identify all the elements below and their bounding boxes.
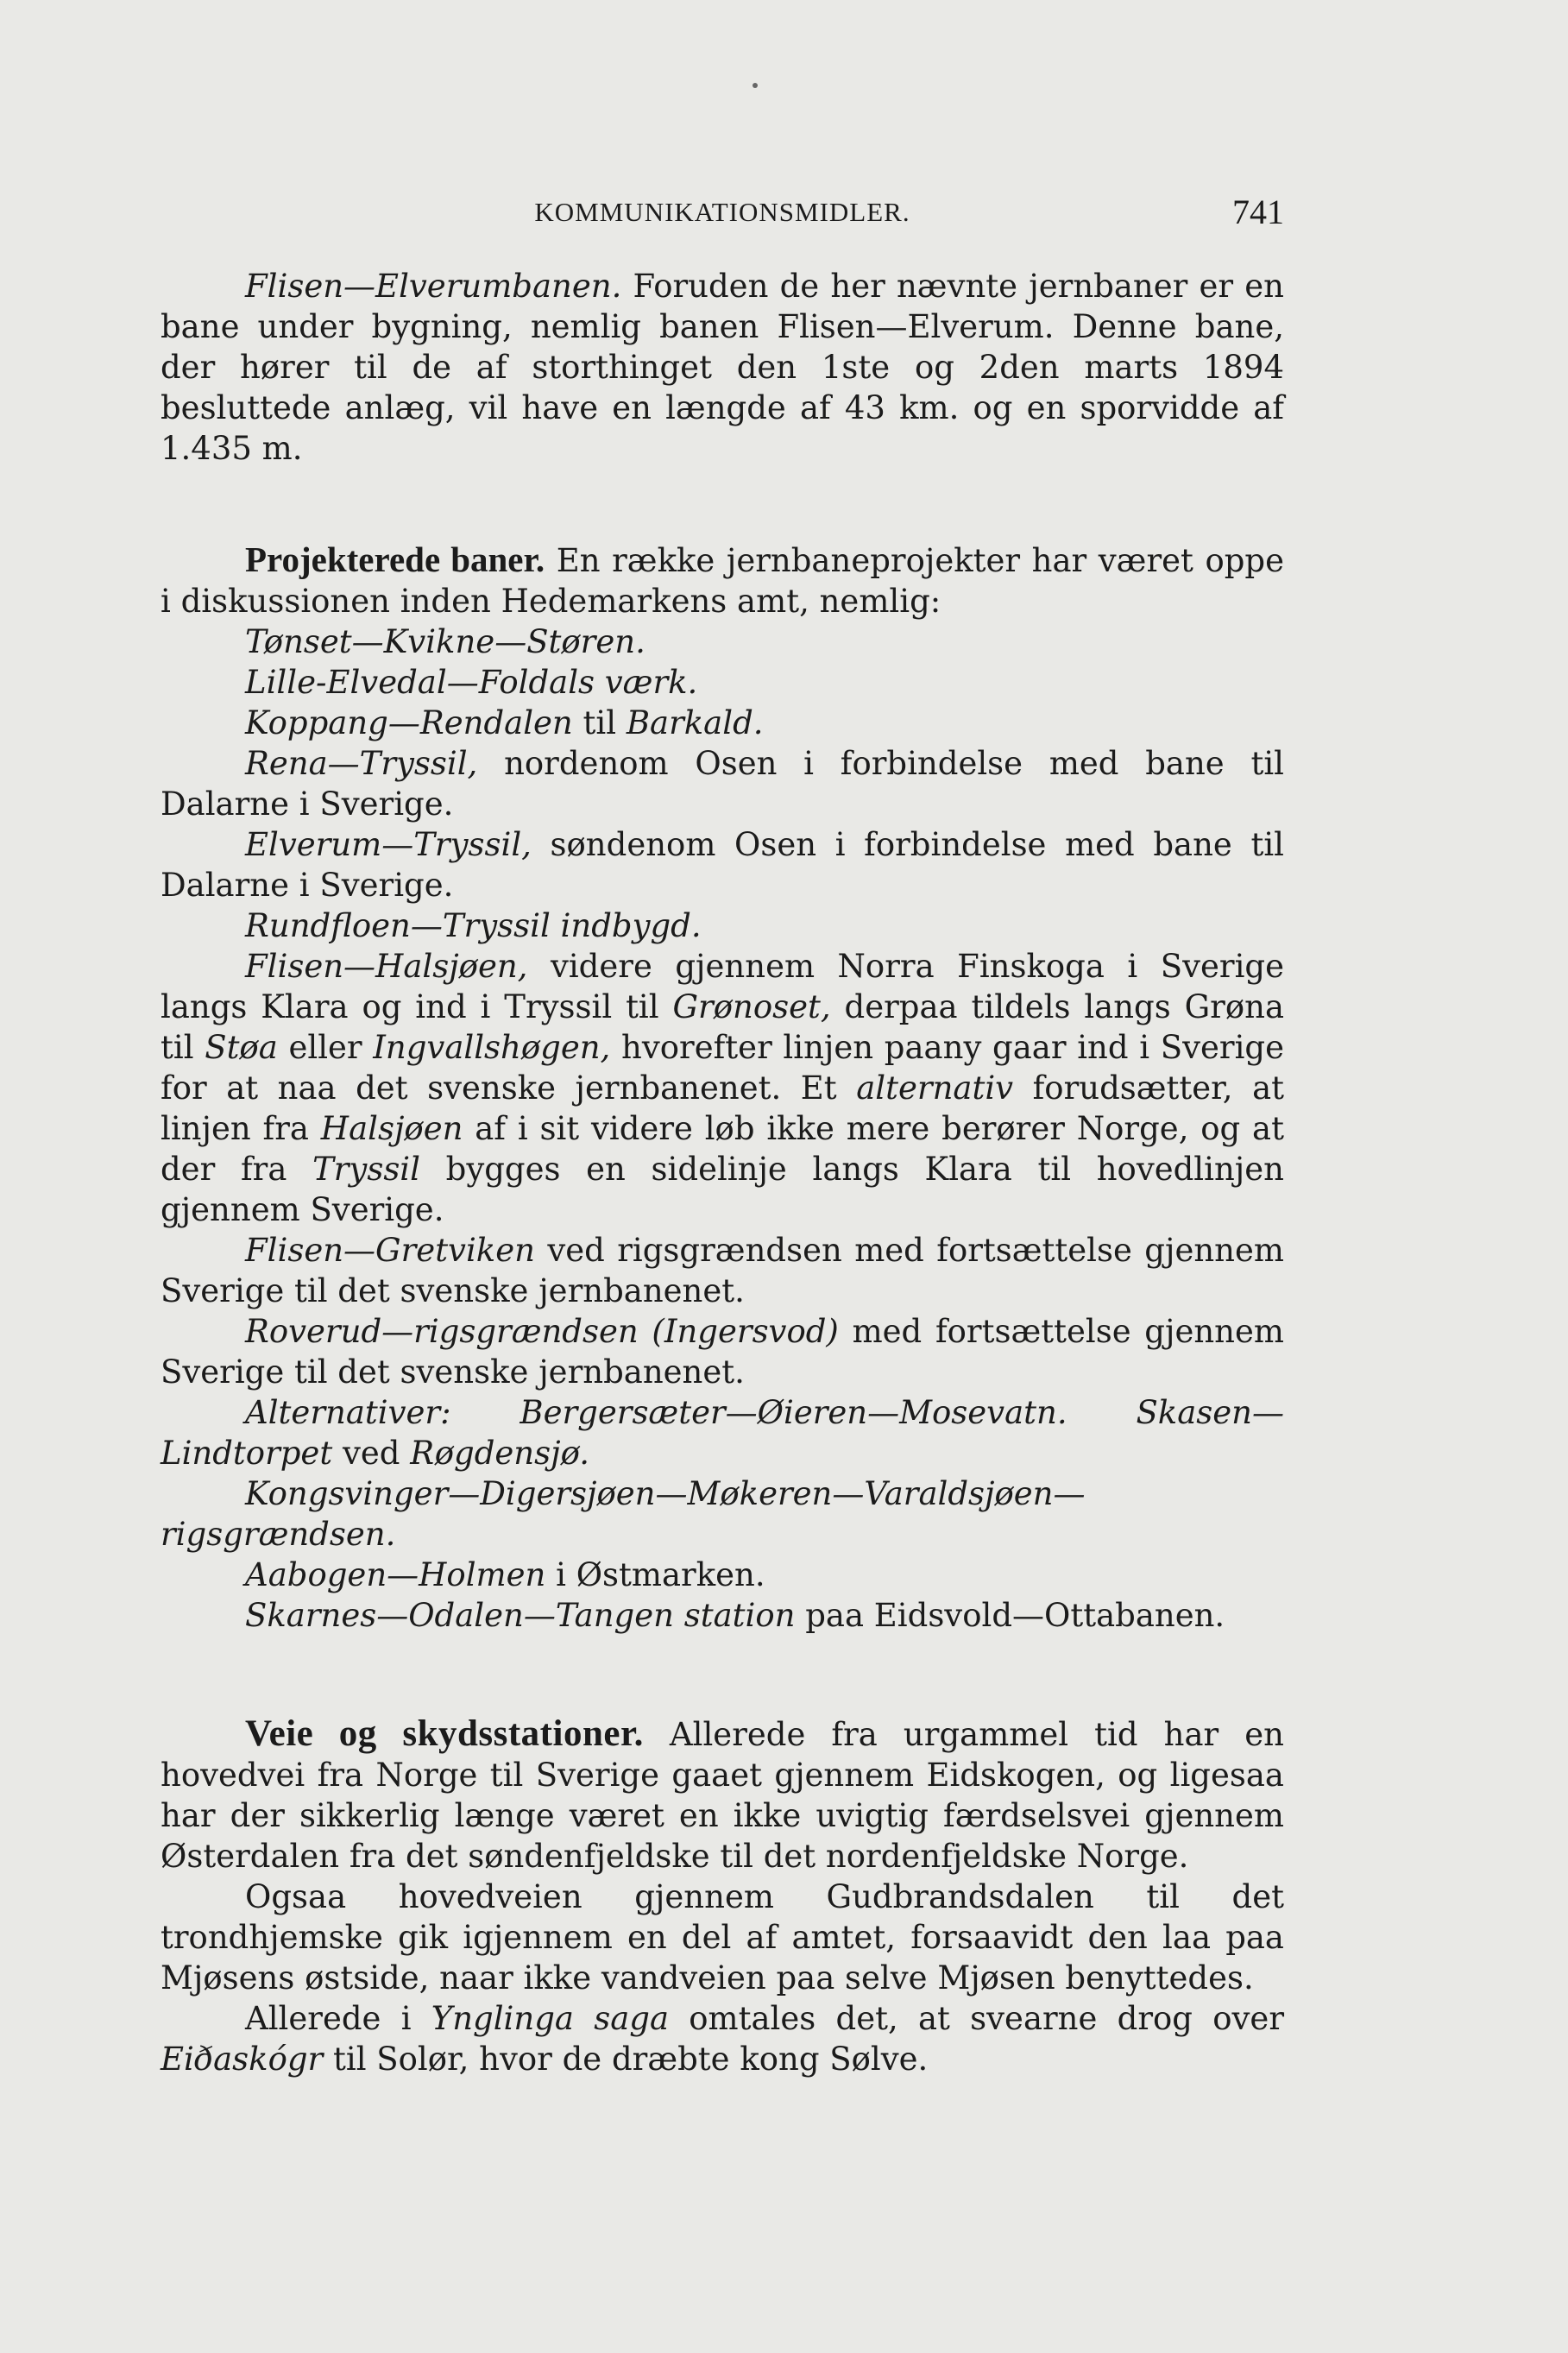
paragraph-text: til Solør, hvor de dræbte kong Sølve.	[323, 2041, 929, 2078]
paragraph-projects	[161, 539, 1284, 621]
route-name: Flisen—Halsjøen,	[245, 948, 528, 985]
route-name: Elverum—Tryssil,	[245, 826, 532, 863]
list-text: videre gjennem Norra Finskoga i Sverige langs Klara og ind i Tryssil til	[161, 948, 1284, 1025]
place-name: Halsjøen	[320, 1110, 463, 1147]
route-name: Skarnes—Odalen—Tangen station	[245, 1597, 796, 1634]
list-item	[161, 743, 1284, 824]
route-name: Roverud—rigsgrændsen (Ingersvod)	[245, 1313, 839, 1350]
list-text: af i sit videre løb ikke mere berører Norge, og at der fra	[161, 1110, 1284, 1188]
list-item	[161, 824, 1284, 905]
route-name: Kongsvinger—Digersjøen—Møkeren—Varaldsjøen—rigsgrændsen.	[161, 1475, 1086, 1553]
place-name: Barkald.	[626, 704, 764, 741]
list-text: med fortsættelse gjennem Sverige til det svenske jernbanenet.	[161, 1313, 1284, 1391]
route-name: Tønset—Kvikne—Støren.	[245, 623, 645, 660]
running-title: KOMMUNIKATIONSMIDLER.	[534, 197, 910, 227]
list-text: i Østmarken.	[545, 1556, 765, 1593]
list-item	[161, 1311, 1284, 1392]
paragraph-text: Foruden de her nævnte jernbaner er en bane under bygning, nemlig banen Flisen—Elverum. Denne bane, der hører til de af storthinget den 1ste og 2den marts 1894 besluttede anlæg, vil have en længde af 43 km. og en sporvidde af 1.435 m.	[161, 268, 1284, 467]
list-item	[161, 905, 1284, 946]
main-text	[161, 266, 1284, 2079]
list-item	[161, 946, 1284, 1230]
list-item	[161, 1555, 1284, 1595]
list-text: ved rigsgrændsen med fortsættelse gjennem Sverige til det svenske jernbanenet.	[161, 1232, 1284, 1309]
route-name: Aabogen—Holmen	[245, 1556, 546, 1593]
list-text: søndenom Osen i forbindelse med bane til Dalarne i Sverige.	[161, 826, 1284, 904]
page-speck	[753, 83, 758, 88]
paragraph-gudbrandsdalen: Ogsaa hovedveien gjennem Gudbrandsdalen til det trondhjemske gik igjennem en del af amtet, forsaavidt den laa paa Mjøsens østside, naar ikke vandveien paa selve Mjøsen benyttedes.	[161, 1878, 1284, 1997]
list-item	[161, 621, 1284, 662]
paragraph-roads	[161, 1713, 1284, 1877]
place-name: Tryssil	[312, 1151, 420, 1188]
list-item	[161, 662, 1284, 703]
list-text: eller	[277, 1029, 374, 1066]
list-text: til	[572, 704, 627, 741]
list-text: derpaa tildels langs Grøna til	[161, 988, 1285, 1066]
list-item	[161, 703, 1284, 743]
place-name: Grønoset,	[672, 988, 831, 1025]
source-title: Ynglinga saga	[431, 2000, 670, 2037]
page-number: 741	[1232, 192, 1284, 231]
section-heading-roads: Veie og skydsstationer.	[245, 1713, 644, 1754]
route-name: Rundfloen—Tryssil indbygd.	[245, 907, 702, 944]
list-item	[161, 1392, 1284, 1473]
list-text: paa Eidsvold—Ottabanen.	[795, 1597, 1225, 1634]
paragraph-ynglinga	[161, 1998, 1284, 2079]
paragraph-text: En række jernbaneprojekter har været oppe i diskussionen inden Hedemarkens amt, nemlig:	[161, 542, 1284, 620]
list-item	[161, 1230, 1284, 1311]
paragraph-text: Allerede fra urgammel tid har en hovedvei fra Norge til Sverige gaaet gjennem Eidskogen, og ligesaa har der sikkerlig længe været en ikke uvigtig færdselsvei gjennem Østerdalen fra det søndenfjeldske til det nordenfjeldske Norge.	[161, 1716, 1284, 1875]
emphasis: alternativ	[856, 1069, 1014, 1107]
place-name: Eiðaskógr	[161, 2041, 324, 2078]
paragraph-text: Allerede i	[245, 2000, 431, 2037]
place-name: Støa	[205, 1029, 278, 1066]
place-name: Ingvallshøgen,	[373, 1029, 611, 1066]
paragraph-lead: Flisen—Elverumbanen.	[245, 268, 622, 305]
list-text: ved	[332, 1435, 411, 1472]
route-name: Lille-Elvedal—Foldals værk.	[245, 664, 698, 701]
paragraph-flisen-elverum	[161, 266, 1284, 469]
list-text: forudsætter, at linjen fra	[161, 1069, 1285, 1147]
route-name: Rena—Tryssil,	[245, 745, 478, 782]
place-name: Røgdensjø.	[410, 1435, 589, 1472]
route-name: Flisen—Gretviken	[245, 1232, 535, 1269]
list-text: nordenom Osen i forbindelse med bane til Dalarne i Sverige.	[161, 745, 1284, 823]
list-item	[161, 1595, 1284, 1636]
list-item	[161, 1473, 1284, 1555]
running-header	[161, 192, 1284, 235]
route-name: Alternativer: Bergersæter—Øieren—Mosevatn. Skasen—Lindtorpet	[161, 1394, 1284, 1472]
list-text: hvorefter linjen paany gaar ind i Sverige for at naa det svenske jernbanenet. Et	[161, 1029, 1284, 1107]
paragraph-text: omtales det, at svearne drog over	[669, 2000, 1284, 2037]
list-text: bygges en sidelinje langs Klara til hovedlinjen gjennem Sverige.	[161, 1151, 1285, 1228]
section-heading-projects: Projekterede baner.	[245, 539, 545, 579]
route-name: Koppang—Rendalen	[245, 704, 573, 741]
